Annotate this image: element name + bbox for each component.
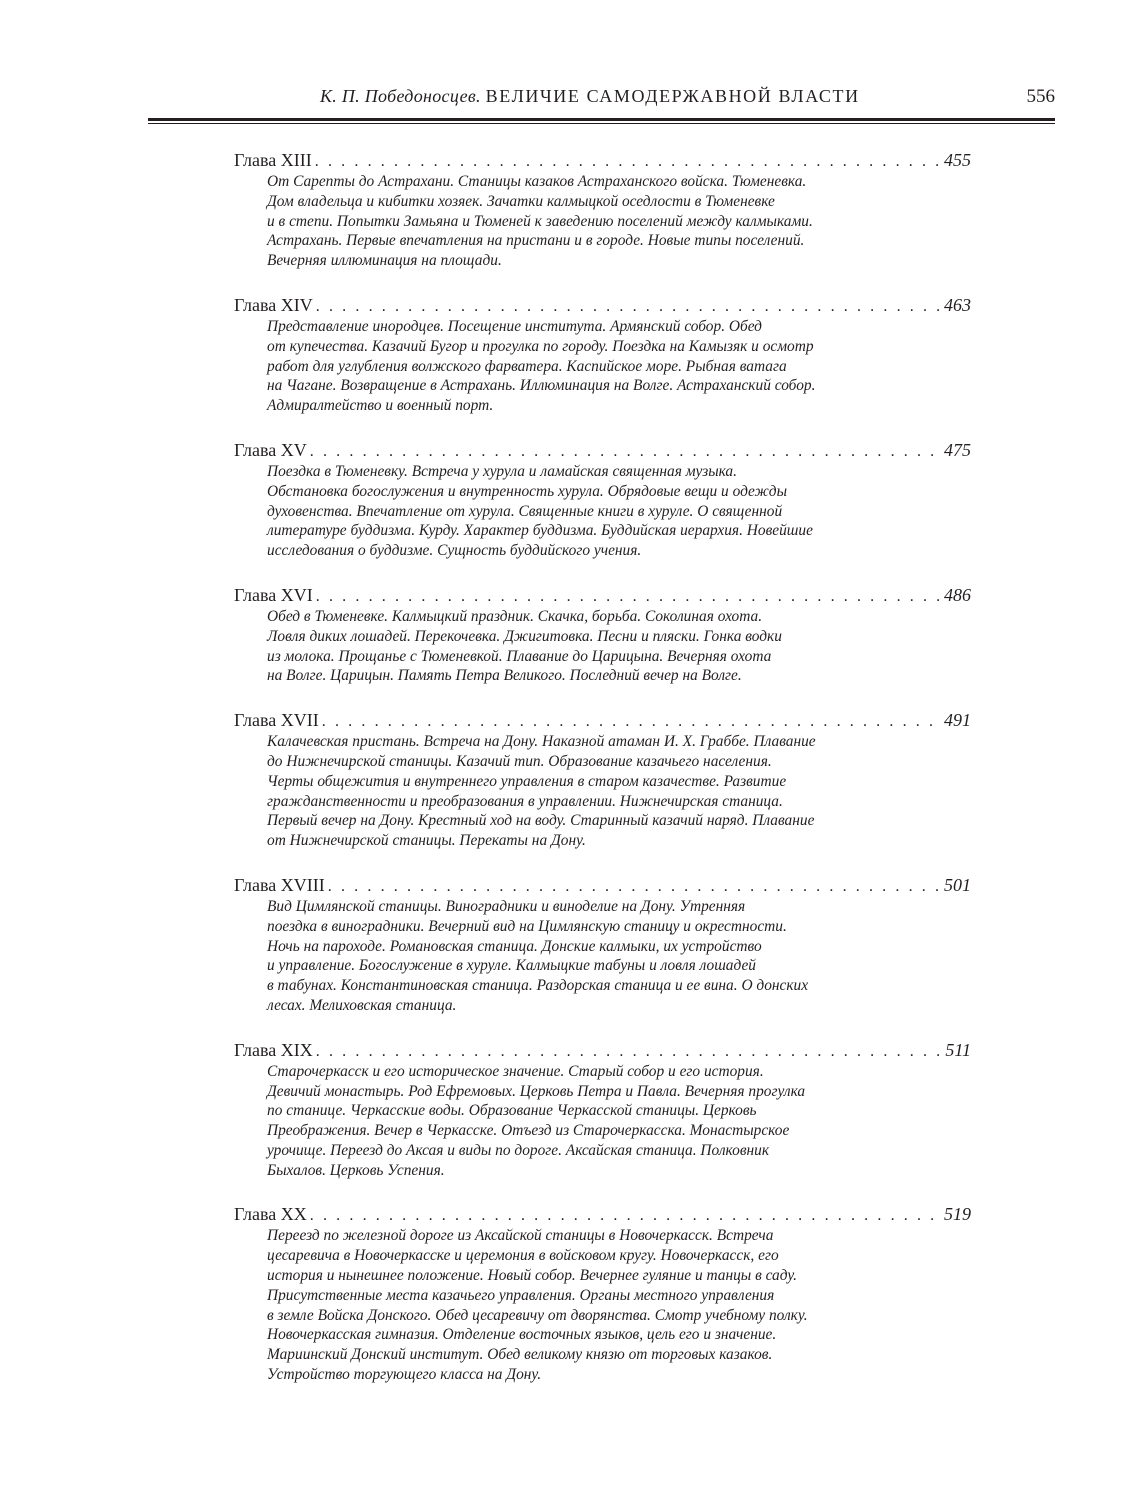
toc-entry: [234, 1038, 971, 1181]
chapter-summary: [267, 1062, 907, 1181]
summary-line: Калачевская пристань. Встреча на Дону. Наказной атаман И. Х. Граббе. Плавание: [267, 733, 816, 751]
summary-line: Переезд по железной дороге из Аксайской станицы в Новочеркасск. Встреча: [267, 1227, 774, 1245]
running-header: [148, 86, 1055, 114]
summary-line: на Чагане. Возвращение в Астрахань. Иллюминация на Волге. Астраханский собор.: [267, 377, 816, 395]
summary-line: в земле Войска Донского. Обед цесаревичу от дворянства. Смотр учебному полку.: [267, 1306, 808, 1324]
summary-line: Ловля диких лошадей. Перекочевка. Джигитовка. Песни и пляски. Гонка водки: [267, 627, 782, 645]
summary-line: и управление. Богослужение в хуруле. Калмыцкие табуны и ловля лошадей: [267, 957, 757, 975]
chapter-title: Глава XX: [234, 1204, 307, 1225]
header-author: К. П. Победоносцев.: [320, 86, 481, 106]
summary-line: поездка в виноградники. Вечерний вид на Цимлянскую станицу и окрестности.: [267, 917, 787, 935]
toc-entry-heading: [234, 1038, 971, 1062]
chapter-title: Глава XVII: [234, 710, 319, 731]
chapter-summary: [267, 462, 907, 561]
chapter-summary: [267, 732, 907, 851]
table-of-contents: [234, 148, 971, 1407]
dot-leader: [322, 710, 941, 734]
header-book-title: ВЕЛИЧИЕ САМОДЕРЖАВНОЙ ВЛАСТИ: [485, 86, 860, 106]
summary-line: от купечества. Казачий Бугор и прогулка по городу. Поездка на Камызяк и осмотр: [267, 337, 814, 355]
chapter-title: Глава XV: [234, 439, 307, 460]
summary-line: Старочеркасск и его историческое значение. Старый собор и его история.: [267, 1062, 764, 1080]
header-rule-thick: [148, 118, 1055, 121]
chapter-page-number: 491: [944, 710, 971, 731]
dot-leader: [316, 585, 941, 609]
summary-line: исследования о буддизме. Сущность буддийского учения.: [267, 542, 642, 560]
chapter-page-number: 455: [944, 150, 971, 170]
summary-line: и в степи. Попытки Замьяна и Тюменей к заведению поселений между калмыками.: [267, 212, 813, 230]
chapter-page-number: 463: [944, 294, 971, 315]
summary-line: Быхалов. Церковь Успения.: [267, 1161, 445, 1179]
header-rule-thin: [148, 123, 1055, 124]
toc-entry-heading: [234, 148, 971, 172]
toc-entry: [234, 293, 971, 416]
toc-entry: [234, 438, 971, 561]
summary-line: Обед в Тюменевке. Калмыцкий праздник. Скачка, борьба. Соколиная охота.: [267, 607, 763, 625]
chapter-title: Глава XIII: [234, 150, 312, 170]
summary-line: из молока. Прощанье с Тюменевкой. Плавание до Царицына. Вечерняя охота: [267, 647, 772, 665]
summary-line: Вид Цимлянской станицы. Виноградники и виноделие на Дону. Утренняя: [267, 897, 746, 915]
summary-line: работ для углубления волжского фарватера. Каспийское море. Рыбная ватага: [267, 357, 787, 375]
chapter-summary: [267, 897, 907, 1016]
toc-entry-heading: [234, 1202, 971, 1226]
summary-line: в табунах. Константиновская станица. Раздорская станица и ее вина. О донских: [267, 977, 809, 995]
summary-line: Новочеркасская гимназия. Отделение восточных языков, цель его и значение.: [267, 1326, 777, 1344]
summary-line: Первый вечер на Дону. Крестный ход на воду. Старинный казачий наряд. Плавание: [267, 812, 815, 830]
toc-entry-heading: [234, 438, 971, 462]
toc-entry-heading: [234, 293, 971, 317]
summary-line: Девичий монастырь. Род Ефремовых. Церковь Петра и Павла. Вечерняя прогулка: [267, 1082, 806, 1100]
summary-line: цесаревича в Новочеркасске и церемония в войсковом кругу. Новочеркасск, его: [267, 1247, 779, 1265]
summary-line: лесах. Мелиховская станица.: [267, 996, 457, 1014]
summary-line: от Нижнечирской станицы. Перекаты на Дону.: [267, 832, 586, 850]
summary-line: по станице. Черкасские воды. Образование Черкасской станицы. Церковь: [267, 1102, 757, 1120]
chapter-summary: [267, 1226, 907, 1384]
summary-line: Представление инородцев. Посещение института. Армянский собор. Обед: [267, 317, 762, 335]
summary-line: литературе буддизма. Курду. Характер буддизма. Буддийская иерархия. Новейшие: [267, 522, 813, 540]
chapter-title: Глава XVIII: [234, 874, 325, 895]
page-number: 556: [1026, 86, 1055, 107]
chapter-summary: [267, 607, 907, 686]
summary-line: урочище. Переезд до Аксая и виды по дороге. Аксайская станица. Полковник: [267, 1141, 770, 1159]
toc-entry: [234, 708, 971, 851]
toc-entry-heading: [234, 708, 971, 732]
toc-entry-heading: [234, 583, 971, 607]
toc-entry: [234, 148, 971, 271]
summary-line: Присутственные места казачьего управления. Органы местного управления: [267, 1286, 775, 1304]
dot-leader: [316, 1040, 943, 1064]
summary-line: Вечерняя иллюминация на площади.: [267, 252, 502, 270]
dot-leader: [310, 1204, 941, 1228]
chapter-title: Глава XVI: [234, 584, 313, 605]
summary-line: Поездка в Тюменевку. Встреча у хурула и ламайская священная музыка.: [267, 462, 737, 480]
summary-line: на Волге. Царицын. Память Петра Великого. Последний вечер на Волге.: [267, 667, 742, 685]
chapter-title: Глава XIV: [234, 294, 313, 315]
chapter-summary: [267, 317, 907, 416]
summary-line: Адмиралтейство и военный порт.: [267, 397, 494, 415]
summary-line: Ночь на пароходе. Романовская станица. Донские калмыки, их устройство: [267, 937, 762, 955]
summary-line: Черты общежития и внутреннего управления в старом казачестве. Развитие: [267, 772, 787, 790]
toc-entry: [234, 1202, 971, 1384]
chapter-page-number: 501: [944, 874, 971, 895]
dot-leader: [310, 440, 941, 464]
summary-line: Обстановка богослужения и внутренность хурула. Обрядовые вещи и одежды: [267, 482, 788, 500]
summary-line: Мариинский Донский институт. Обед великому князю от торговых казаков.: [267, 1346, 773, 1364]
toc-entry-heading: [234, 873, 971, 897]
summary-line: гражданственности и преобразования в управлении. Нижнечирская станица.: [267, 792, 783, 810]
chapter-page-number: 511: [945, 1039, 971, 1060]
summary-line: Астрахань. Первые впечатления на пристани и в городе. Новые типы поселений.: [267, 232, 805, 250]
summary-line: От Сарепты до Астрахани. Станицы казаков Астраханского войска. Тюменевка.: [267, 173, 807, 190]
running-title: [320, 86, 860, 107]
toc-entry: [234, 583, 971, 686]
chapter-summary: [267, 172, 907, 271]
dot-leader: [316, 295, 941, 319]
summary-line: Устройство торгующего класса на Дону.: [267, 1366, 542, 1384]
chapter-page-number: 475: [944, 439, 971, 460]
chapter-page-number: 519: [944, 1204, 971, 1225]
dot-leader: [328, 875, 941, 899]
dot-leader: [315, 150, 941, 174]
summary-line: до Нижнечирской станицы. Казачий тип. Образование казачьего населения.: [267, 752, 772, 770]
chapter-title: Глава XIX: [234, 1039, 313, 1060]
summary-line: духовенства. Впечатление от хурула. Священные книги в хуруле. О священной: [267, 502, 783, 520]
summary-line: Преображения. Вечер в Черкасске. Отъезд из Старочеркасска. Монастырское: [267, 1122, 790, 1140]
summary-line: Дом владельца и кибитки хозяек. Зачатки калмыцкой оседлости в Тюменевке: [267, 192, 775, 210]
summary-line: история и нынешнее положение. Новый собор. Вечернее гуляние и танцы в саду.: [267, 1267, 798, 1285]
toc-entry: [234, 873, 971, 1016]
chapter-page-number: 486: [944, 584, 971, 605]
